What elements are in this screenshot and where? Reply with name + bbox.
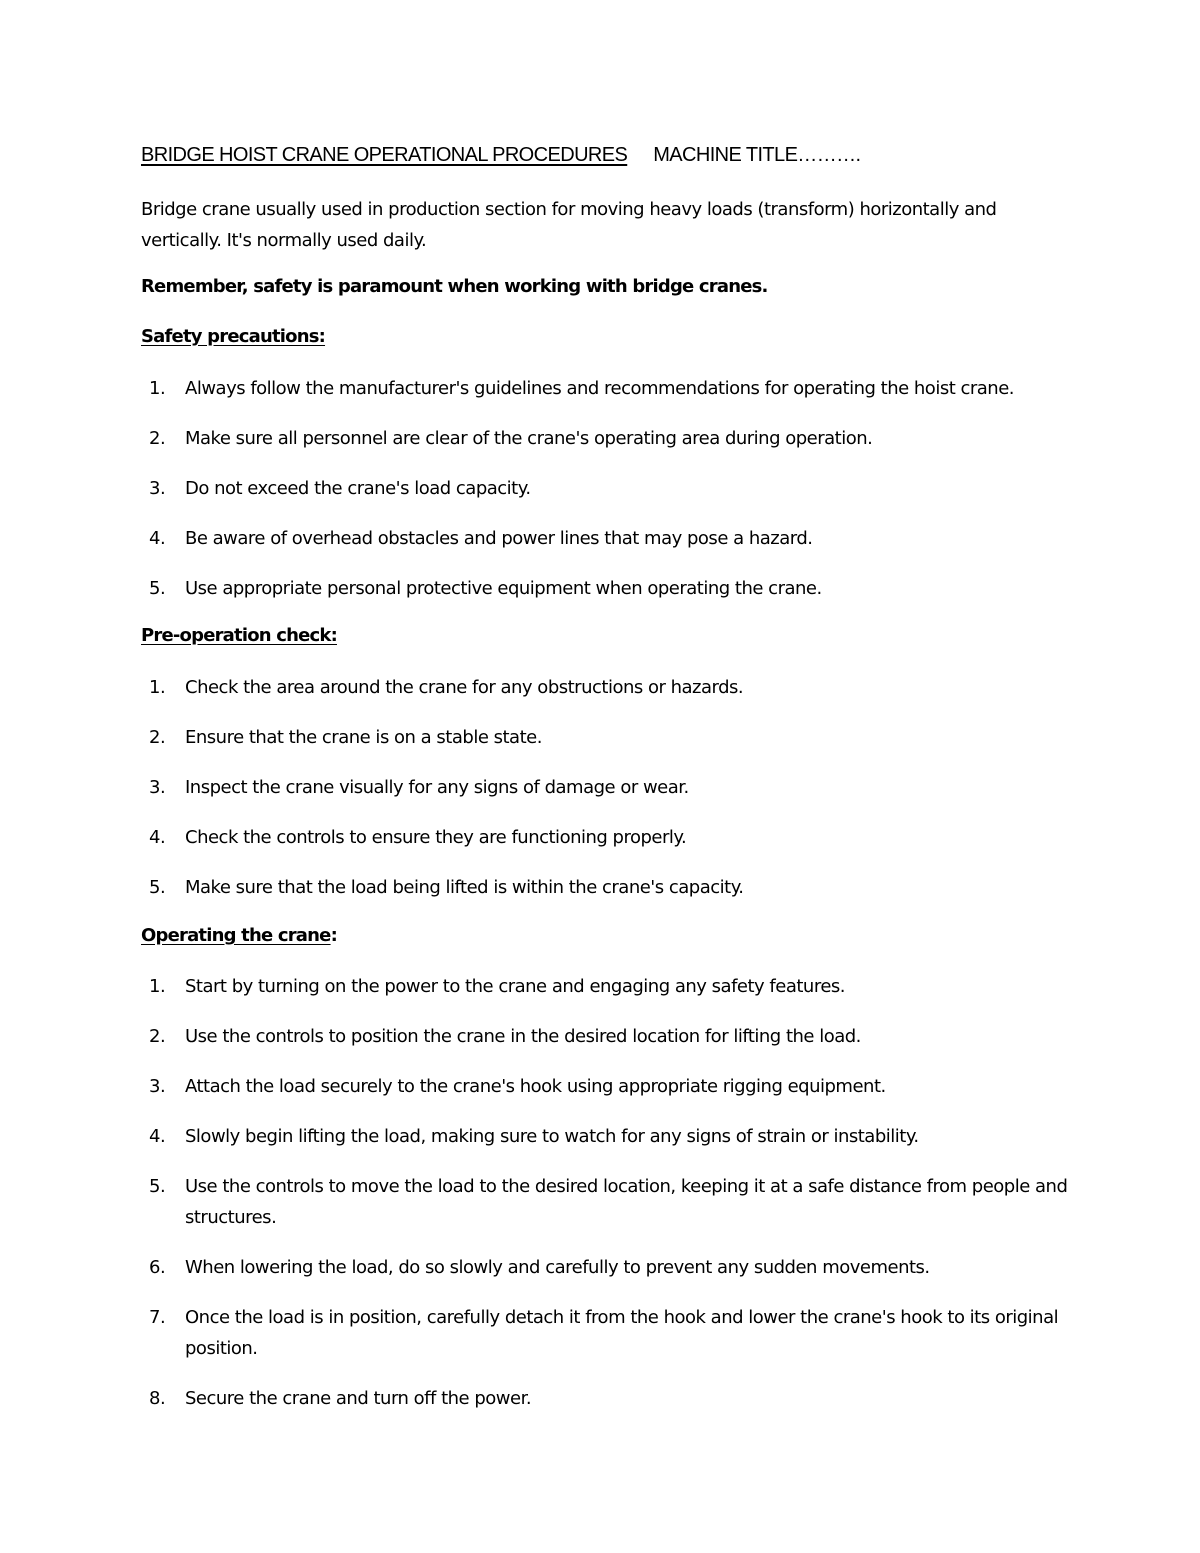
list-number: 2.	[149, 428, 166, 449]
operating-heading-colon: :	[330, 925, 337, 946]
list-number: 5.	[149, 578, 166, 599]
preop-heading-text: Pre-operation check:	[141, 625, 337, 646]
list-text: Use the controls to move the load to the desired location, keeping it at a safe distance from people and structures.	[185, 1176, 1068, 1228]
operating-list	[141, 971, 1071, 1414]
list-item	[141, 473, 1071, 504]
list-item	[141, 672, 1071, 703]
list-text: Make sure that the load being lifted is within the crane's capacity.	[185, 877, 744, 898]
list-text: Make sure all personnel are clear of the crane's operating area during operation.	[185, 428, 873, 449]
list-item	[141, 722, 1071, 753]
list-text: Once the load is in position, carefully detach it from the hook and lower the crane's hook to its original position.	[185, 1307, 1059, 1359]
list-text: Attach the load securely to the crane's hook using appropriate rigging equipment.	[185, 1076, 886, 1097]
list-item	[141, 373, 1071, 404]
list-item	[141, 573, 1071, 604]
list-number: 4.	[149, 827, 166, 848]
list-item	[141, 1383, 1071, 1414]
safety-heading	[141, 326, 325, 347]
list-item	[141, 971, 1071, 1002]
safety-reminder: Remember, safety is paramount when working with bridge cranes.	[141, 276, 768, 297]
list-item	[141, 1121, 1071, 1152]
operating-heading-text: Operating the crane	[141, 925, 331, 946]
list-item	[141, 423, 1071, 454]
list-text: Check the area around the crane for any obstructions or hazards.	[185, 677, 744, 698]
preop-heading	[141, 625, 337, 646]
list-number: 3.	[149, 1076, 166, 1097]
document-title	[141, 144, 860, 167]
safety-heading-text: Safety precautions:	[141, 326, 326, 347]
operating-heading	[141, 925, 337, 946]
intro-paragraph: Bridge crane usually used in production section for moving heavy loads (transform) horizontally and vertically. It's normally used daily.	[141, 199, 997, 251]
list-number: 8.	[149, 1388, 166, 1409]
list-text: Be aware of overhead obstacles and power lines that may pose a hazard.	[185, 528, 813, 549]
list-text: When lowering the load, do so slowly and carefully to prevent any sudden movements.	[185, 1257, 930, 1278]
list-text: Inspect the crane visually for any signs of damage or wear.	[185, 777, 689, 798]
list-text: Use the controls to position the crane in the desired location for lifting the load.	[185, 1026, 861, 1047]
title-machine: MACHINE TITLE……….	[653, 144, 861, 166]
list-item	[141, 772, 1071, 803]
list-text: Secure the crane and turn off the power.	[185, 1388, 532, 1409]
title-main: BRIDGE HOIST CRANE OPERATIONAL PROCEDURES	[141, 144, 628, 166]
list-number: 2.	[149, 727, 166, 748]
list-item	[141, 872, 1071, 903]
list-text: Check the controls to ensure they are functioning properly.	[185, 827, 687, 848]
safety-list	[141, 373, 1071, 604]
list-item	[141, 822, 1071, 853]
list-number: 2.	[149, 1026, 166, 1047]
list-number: 1.	[149, 976, 166, 997]
list-text: Do not exceed the crane's load capacity.	[185, 478, 531, 499]
list-text: Start by turning on the power to the crane and engaging any safety features.	[185, 976, 846, 997]
list-number: 3.	[149, 777, 166, 798]
preop-list	[141, 672, 1071, 903]
list-number: 4.	[149, 528, 166, 549]
list-number: 6.	[149, 1257, 166, 1278]
list-number: 1.	[149, 378, 166, 399]
list-number: 5.	[149, 1176, 166, 1197]
list-number: 3.	[149, 478, 166, 499]
list-text: Always follow the manufacturer's guidelines and recommendations for operating the hoist crane.	[185, 378, 1015, 399]
list-text: Slowly begin lifting the load, making sure to watch for any signs of strain or instability.	[185, 1126, 919, 1147]
list-item	[141, 1021, 1071, 1052]
list-number: 5.	[149, 877, 166, 898]
list-item	[141, 1252, 1071, 1283]
list-text: Ensure that the crane is on a stable state.	[185, 727, 542, 748]
list-number: 4.	[149, 1126, 166, 1147]
list-item	[141, 523, 1071, 554]
list-item	[141, 1302, 1071, 1364]
list-number: 7.	[149, 1307, 166, 1328]
list-item	[141, 1071, 1071, 1102]
list-text: Use appropriate personal protective equipment when operating the crane.	[185, 578, 822, 599]
list-number: 1.	[149, 677, 166, 698]
list-item	[141, 1171, 1071, 1233]
